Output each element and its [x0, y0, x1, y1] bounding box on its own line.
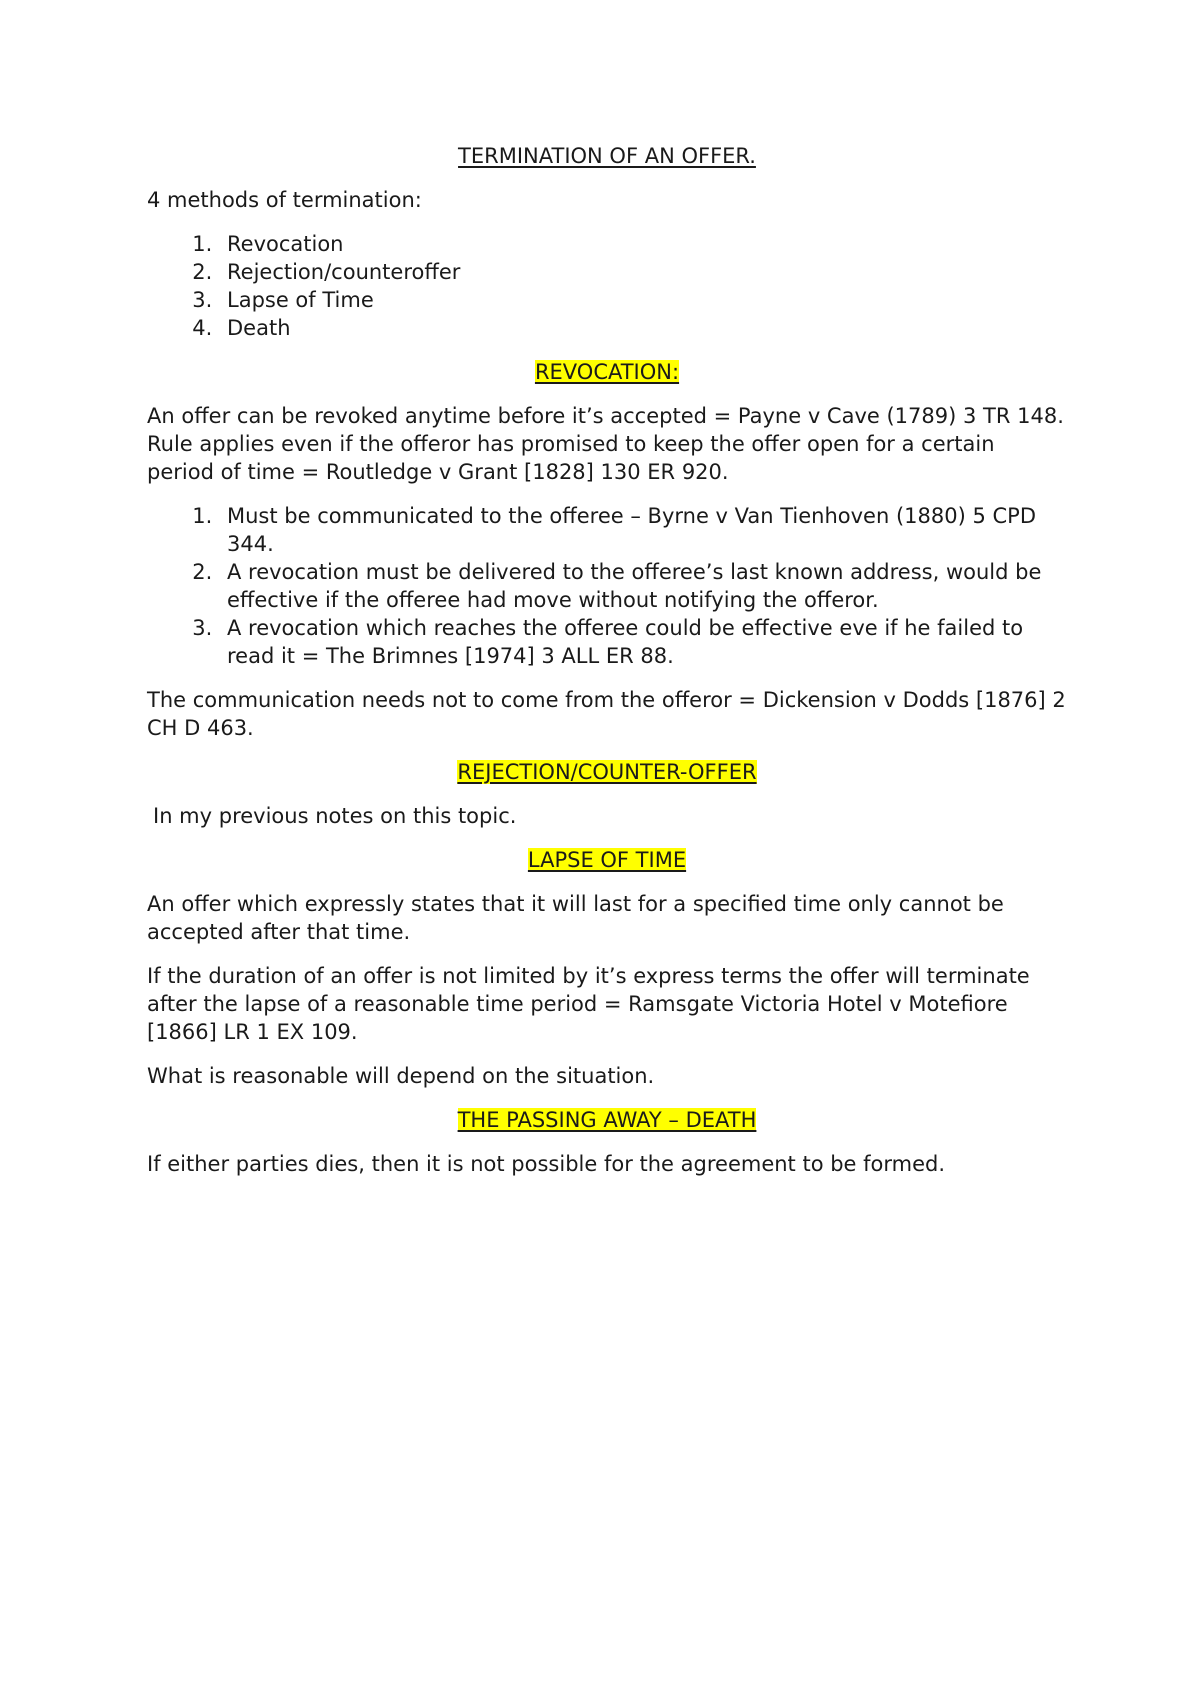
rejection-paragraph: In my previous notes on this topic. — [153, 804, 517, 828]
list-item: 1. Revocation — [219, 230, 1067, 258]
list-item: 4. Death — [219, 314, 1067, 342]
list-item: 1. Must be communicated to the offeree – Byrne v Van Tienhoven (1880) 5 CPD 344. — [219, 502, 1067, 558]
lapse-heading: LAPSE OF TIME — [527, 848, 687, 872]
document-page — [147, 142, 1067, 1194]
death-paragraph: If either parties dies, then it is not possible for the agreement to be formed. — [147, 1152, 946, 1176]
rejection-heading: REJECTION/COUNTER-OFFER — [457, 760, 757, 784]
list-item: 2. A revocation must be delivered to the offeree’s last known address, would be effective if the offeree had move without notifying the offeror. — [219, 558, 1067, 614]
list-item: 2. Rejection/counteroffer — [219, 258, 1067, 286]
lapse-paragraph-2: If the duration of an offer is not limited by it’s express terms the offer will terminate after the lapse of a reasonable time period = Ramsgate Victoria Hotel v Motefiore [1866] LR 1 EX 109. — [147, 964, 1030, 1044]
revocation-heading: REVOCATION: — [534, 360, 680, 384]
methods-list — [147, 230, 1067, 342]
lapse-paragraph-1: An offer which expressly states that it will last for a specified time only cannot be accepted after that time. — [147, 892, 1004, 944]
intro-text: 4 methods of termination: — [147, 188, 422, 212]
death-heading: THE PASSING AWAY – DEATH — [457, 1108, 757, 1132]
revocation-communication-paragraph: The communication needs not to come from the offeror = Dickension v Dodds [1876] 2 CH D 463. — [147, 688, 1066, 740]
list-item: 3. Lapse of Time — [219, 286, 1067, 314]
lapse-paragraph-3: What is reasonable will depend on the situation. — [147, 1064, 655, 1088]
revocation-rules-list — [147, 502, 1067, 670]
document-title: TERMINATION OF AN OFFER. — [458, 144, 756, 168]
list-item: 3. A revocation which reaches the offeree could be effective eve if he failed to read it = The Brimnes [1974] 3 ALL ER 88. — [219, 614, 1067, 670]
revocation-paragraph: An offer can be revoked anytime before it’s accepted = Payne v Cave (1789) 3 TR 148. Rule applies even if the offeror has promised to keep the offer open for a certain period of time = Routledge v Grant [1828] 130 ER 920. — [147, 404, 1064, 484]
